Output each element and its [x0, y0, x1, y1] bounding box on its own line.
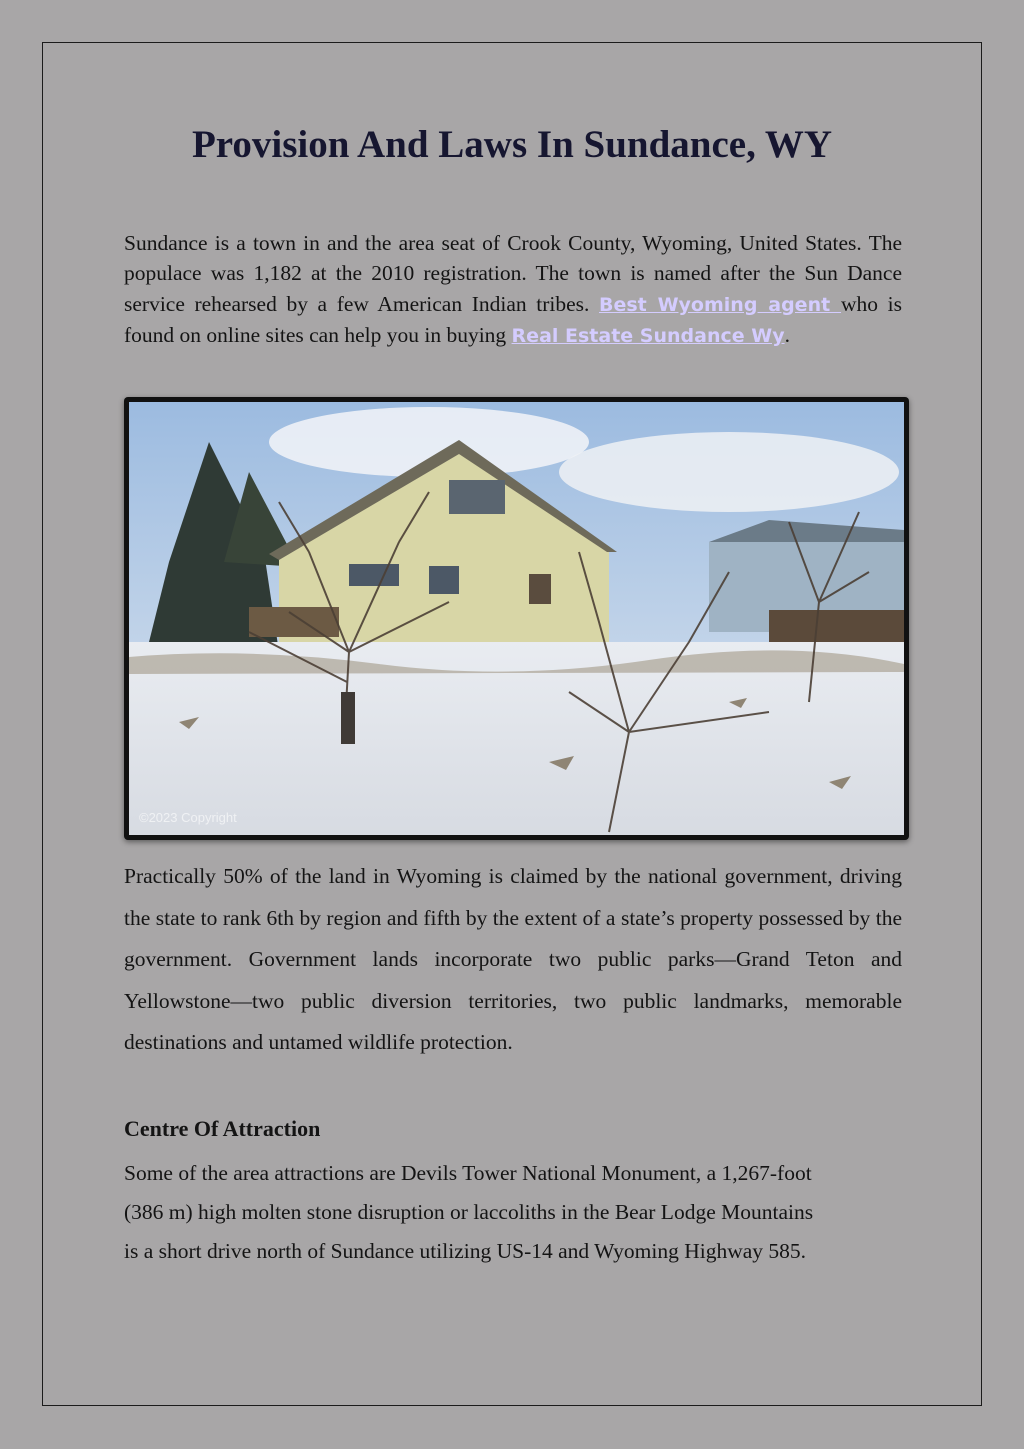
centre-of-attraction-heading: Centre Of Attraction — [124, 1116, 321, 1141]
attraction-line: is a short drive north of Sundance utilizing US-14 and Wyoming Highway 585. — [124, 1239, 807, 1263]
attraction-line: (386 m) high molten stone disruption or laccoliths in the Bear Lodge Mountains — [124, 1200, 814, 1224]
best-wyoming-agent-link[interactable]: Best Wyoming agent — [598, 293, 842, 316]
photo-watermark: ©2023 Copyright — [139, 810, 237, 825]
real-estate-sundance-link[interactable]: Real Estate Sundance Wy — [511, 324, 785, 347]
attraction-paragraph — [124, 1154, 902, 1271]
intro-text-2: who is found on online sites can help you in buying — [124, 291, 903, 347]
land-paragraph: Practically 50% of the land in Wyoming is claimed by the national government, driving the state to rank 6th by region and fifth by the extent of a state’s property possessed by the government. Government lands incorporate two public parks—Grand Teton and Yellowstone—two public diversion territories, two public landmarks, memorable destinations and untamed wildlife protection. — [124, 864, 902, 1054]
page-title: Provision And Laws In Sundance, WY — [191, 123, 833, 166]
intro-text-1: Sundance is a town in and the area seat of Crook County, Wyoming, United States. The populace was 1,182 at the 2010 registration. The town is named after the Sun Dance service rehearsed by a few American Indian tribes. — [124, 231, 902, 316]
attraction-line: Some of the area attractions are Devils Tower National Monument, a 1,267-foot — [124, 1161, 812, 1185]
house-photo — [124, 397, 909, 840]
intro-paragraph — [124, 228, 902, 351]
intro-text-3: . — [784, 322, 790, 347]
